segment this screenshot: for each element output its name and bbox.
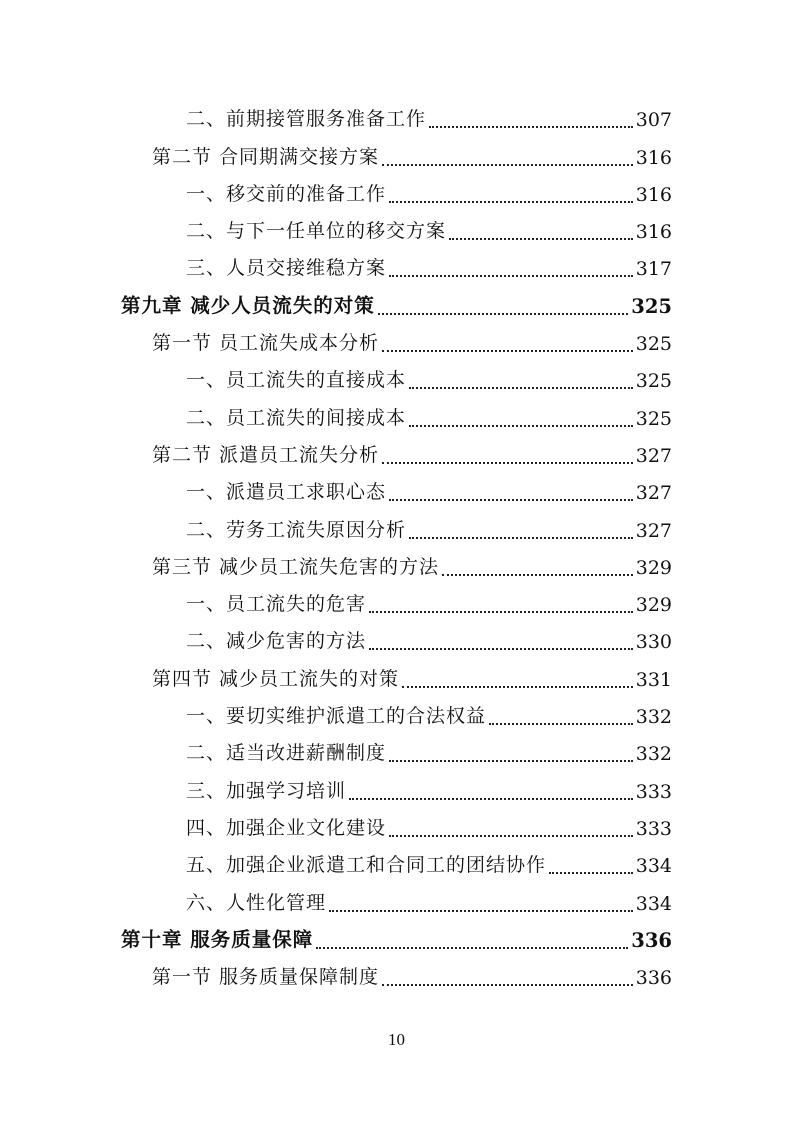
toc-entry-title: 第一节 员工流失成本分析	[152, 332, 380, 355]
dot-leader	[449, 238, 633, 240]
dot-leader	[382, 462, 633, 464]
dot-leader	[389, 275, 633, 277]
toc-entry-page: 316	[635, 146, 672, 169]
dot-leader	[389, 201, 633, 203]
toc-entry-chapter[interactable]	[0, 921, 793, 958]
toc-entry-title: 一、移交前的准备工作	[186, 182, 387, 205]
dot-leader	[549, 872, 633, 874]
toc-entry-title: 第一节 服务质量保障制度	[152, 966, 380, 989]
toc-entry-item[interactable]	[0, 249, 793, 286]
toc-entry-title: 第二节 合同期满交接方案	[152, 145, 380, 168]
dot-leader	[329, 910, 633, 912]
dot-leader	[382, 984, 633, 986]
toc-entry-title: 第二节 派遣员工流失分析	[152, 443, 380, 466]
toc-entry-section[interactable]	[0, 958, 793, 995]
toc-entry-item[interactable]	[0, 697, 793, 734]
toc-entry-page: 325	[635, 333, 672, 356]
toc-entry-page: 316	[635, 183, 672, 206]
toc-entry-item[interactable]	[0, 771, 793, 808]
toc-entry-title: 一、要切实维护派遣工的合法权益	[186, 705, 487, 728]
toc-entry-title: 五、加强企业派遣工和合同工的团结协作	[186, 854, 547, 877]
toc-entry-page: 332	[635, 743, 672, 766]
toc-entry-page: 336	[635, 967, 672, 990]
toc-entry-section[interactable]	[0, 324, 793, 361]
toc-entry-page: 333	[635, 780, 672, 803]
dot-leader	[409, 537, 633, 539]
toc-entry-page: 333	[635, 817, 672, 840]
toc-entry-item[interactable]	[0, 585, 793, 622]
toc-entry-page: 307	[635, 109, 672, 132]
toc-entry-item[interactable]	[0, 212, 793, 249]
toc-entry-page: 327	[635, 482, 672, 505]
toc-entry-title: 一、员工流失的危害	[186, 593, 367, 616]
toc-entry-section[interactable]	[0, 436, 793, 473]
dot-leader	[316, 947, 628, 949]
toc-entry-section[interactable]	[0, 659, 793, 696]
toc-entry-title: 三、加强学习培训	[186, 779, 347, 802]
toc-entry-page: 329	[635, 556, 672, 579]
toc-entry-page: 316	[635, 221, 672, 244]
toc-entry-item[interactable]	[0, 510, 793, 547]
dot-leader	[349, 798, 633, 800]
toc-entry-item[interactable]	[0, 734, 793, 771]
dot-leader	[409, 387, 633, 389]
toc-entry-item[interactable]	[0, 809, 793, 846]
toc-entry-page: 331	[635, 668, 672, 691]
toc-entry-title: 二、减少危害的方法	[186, 630, 367, 653]
toc-entry-title: 第九章 减少人员流失的对策	[121, 293, 375, 317]
toc-entry-title: 一、派遣员工求职心态	[186, 481, 387, 504]
toc-entry-section[interactable]	[0, 548, 793, 585]
toc-entry-page: 327	[635, 444, 672, 467]
toc-entry-title: 一、员工流失的直接成本	[186, 369, 407, 392]
dot-leader	[378, 313, 628, 315]
toc-entry-title: 第十章 服务质量保障	[121, 927, 314, 951]
dot-leader	[489, 723, 633, 725]
toc-entry-page: 334	[635, 892, 672, 915]
toc-entry-title: 二、适当改进薪酬制度	[186, 742, 387, 765]
toc-entry-page: 329	[635, 594, 672, 617]
toc-entry-title: 第四节 减少员工流失的对策	[152, 667, 400, 690]
dot-leader	[369, 611, 633, 613]
dot-leader	[402, 686, 633, 688]
toc-entry-page: 336	[631, 928, 672, 952]
toc-entry-item[interactable]	[0, 846, 793, 883]
toc-entry-page: 327	[635, 519, 672, 542]
toc-entry-item[interactable]	[0, 398, 793, 435]
toc-entry-page: 325	[631, 294, 672, 318]
dot-leader	[382, 350, 633, 352]
toc-entry-section[interactable]	[0, 137, 793, 174]
toc-entry-page: 317	[635, 258, 672, 281]
toc-entry-item[interactable]	[0, 622, 793, 659]
table-of-contents	[0, 100, 793, 995]
page-number: 10	[388, 1030, 405, 1049]
toc-entry-title: 二、员工流失的间接成本	[186, 406, 407, 429]
toc-entry-item[interactable]	[0, 100, 793, 137]
toc-entry-page: 330	[635, 631, 672, 654]
toc-entry-page: 325	[635, 407, 672, 430]
toc-entry-title: 二、与下一任单位的移交方案	[186, 220, 447, 243]
toc-entry-chapter[interactable]	[0, 286, 793, 323]
dot-leader	[442, 574, 633, 576]
toc-entry-title: 二、前期接管服务准备工作	[186, 108, 427, 131]
dot-leader	[429, 126, 633, 128]
dot-leader	[369, 648, 633, 650]
dot-leader	[389, 499, 633, 501]
dot-leader	[409, 425, 633, 427]
toc-entry-title: 四、加强企业文化建设	[186, 816, 387, 839]
dot-leader	[389, 760, 633, 762]
toc-entry-title: 第三节 减少员工流失危害的方法	[152, 555, 440, 578]
dot-leader	[382, 164, 633, 166]
toc-entry-page: 334	[635, 855, 672, 878]
toc-entry-page: 325	[635, 370, 672, 393]
toc-entry-item[interactable]	[0, 473, 793, 510]
toc-entry-title: 六、人性化管理	[186, 891, 327, 914]
toc-entry-item[interactable]	[0, 361, 793, 398]
toc-entry-item[interactable]	[0, 175, 793, 212]
toc-entry-page: 332	[635, 706, 672, 729]
toc-entry-title: 三、人员交接维稳方案	[186, 257, 387, 280]
toc-entry-item[interactable]	[0, 883, 793, 920]
toc-entry-title: 二、劳务工流失原因分析	[186, 518, 407, 541]
dot-leader	[389, 835, 633, 837]
